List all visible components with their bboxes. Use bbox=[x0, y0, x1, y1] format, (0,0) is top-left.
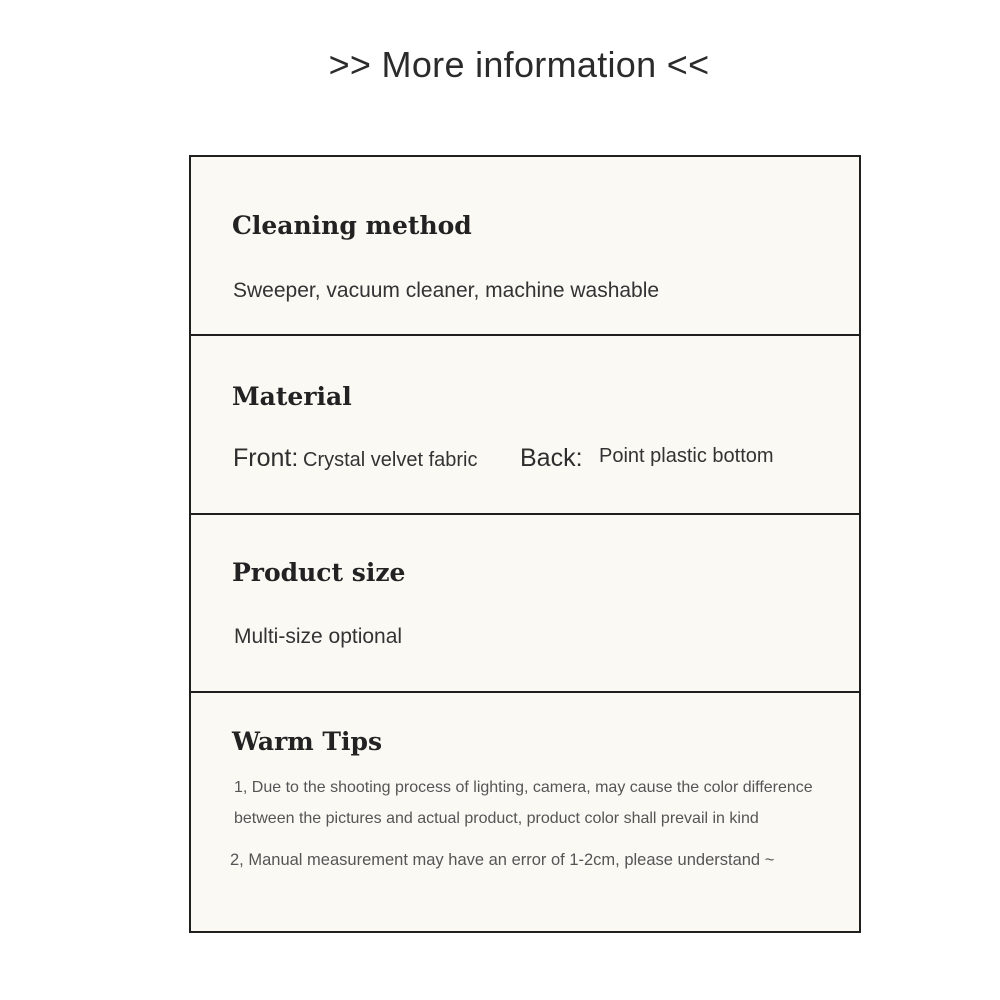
warm-tips-heading: Warm Tips bbox=[232, 727, 383, 756]
back-label: Back: bbox=[520, 444, 583, 472]
cleaning-method-section bbox=[191, 157, 859, 336]
warm-tips-section bbox=[191, 691, 859, 931]
tip-1-line-2: between the pictures and actual product, product color shall prevail in kind bbox=[234, 810, 759, 827]
cleaning-method-text: Sweeper, vacuum cleaner, machine washable bbox=[233, 279, 660, 302]
page-title: >> More information << bbox=[328, 44, 710, 85]
product-size-text: Multi-size optional bbox=[234, 625, 403, 648]
material-heading: Material bbox=[232, 382, 352, 411]
back-value: Point plastic bottom bbox=[599, 445, 774, 467]
front-value: Crystal velvet fabric bbox=[303, 449, 478, 471]
tip-1-line-1: 1, Due to the shooting process of lighting, camera, may cause the color difference bbox=[234, 779, 813, 796]
tip-2: 2, Manual measurement may have an error of 1-2cm, please understand ~ bbox=[230, 851, 775, 869]
cleaning-method-heading: Cleaning method bbox=[232, 211, 472, 240]
product-size-section bbox=[191, 513, 859, 693]
material-section bbox=[191, 334, 859, 515]
info-table bbox=[189, 155, 861, 933]
product-size-heading: Product size bbox=[232, 558, 406, 587]
front-label: Front: bbox=[233, 444, 299, 472]
